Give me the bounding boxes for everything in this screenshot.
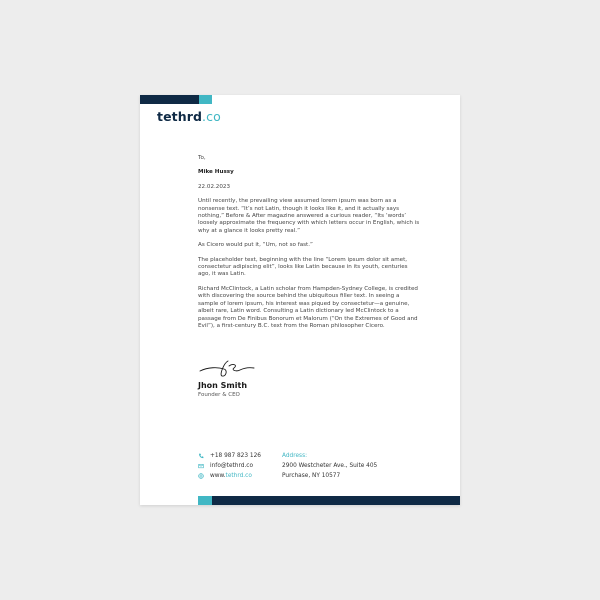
bottom-accent-bar-navy [212, 496, 460, 505]
letterhead-sheet [140, 95, 460, 505]
signature-graphic [198, 357, 258, 379]
globe-icon [198, 473, 204, 479]
address-line-1: 2900 Westcheter Ave., Suite 405 [282, 463, 378, 469]
bottom-accent-bar-teal [198, 496, 212, 505]
phone-number: +18 987 823 126 [210, 453, 261, 459]
contact-website [198, 471, 261, 481]
email-link[interactable]: info@tethrd.co [210, 463, 253, 469]
letter-body [198, 155, 420, 337]
brand-name: tethrd [157, 109, 203, 124]
recipient-salutation: To, [198, 155, 206, 161]
brand-extension: .co [202, 109, 221, 124]
website-link[interactable] [210, 473, 252, 479]
body-paragraph: Until recently, the prevailing view assumed lorem ipsum was born as a nonsense text. “It’s not Latin, though it looks like it, and it actually says nothing,” Before & After magazine answered a curious reader, “Its ‘words’ loosely approximate the frequency with which letters occur in English, which is why at a glance it looks pretty real.” [198, 198, 420, 234]
body-paragraph: As Cicero would put it, “Um, not so fast.” [198, 242, 313, 249]
address-block [282, 451, 377, 481]
letter-date: 22.02.2023 [198, 183, 231, 190]
contact-phone [198, 451, 261, 461]
address-label: Address: [282, 453, 308, 459]
website-domain: tethrd.co [225, 473, 252, 479]
recipient-name: Mike Hussy [198, 169, 234, 176]
phone-icon [198, 453, 204, 459]
sender-name: Jhon Smith [198, 381, 248, 390]
brand-logo [157, 109, 221, 124]
address-line-2: Purchase, NY 10577 [282, 473, 341, 479]
sender-title: Founder & CEO [198, 392, 240, 398]
mail-icon [198, 463, 204, 469]
top-accent-bar-teal [199, 95, 212, 104]
contact-email [198, 461, 261, 471]
contact-list [198, 451, 261, 481]
body-paragraph: The placeholder text, beginning with the line “Lorem ipsum dolor sit amet, consectetur adipiscing elit”, looks like Latin because in its youth, centuries ago, it was Latin. [198, 256, 408, 278]
website-prefix: www. [210, 473, 226, 479]
top-accent-bar-navy [140, 95, 199, 104]
body-paragraph: Richard McClintock, a Latin scholar from Hampden-Sydney College, is credited with discovering the source behind the ubiquitous filler text. In seeing a sample of lorem ipsum, his interest was piqued by consectetur—a genuine, albeit rare, Latin word. Consulting a Latin dictionary led McClintock to a passage from De Finibus Bonorum et Malorum (“On the Extremes of Good and Evil”), a first-century B.C. text from the Roman philosopher Cicero. [198, 285, 418, 329]
